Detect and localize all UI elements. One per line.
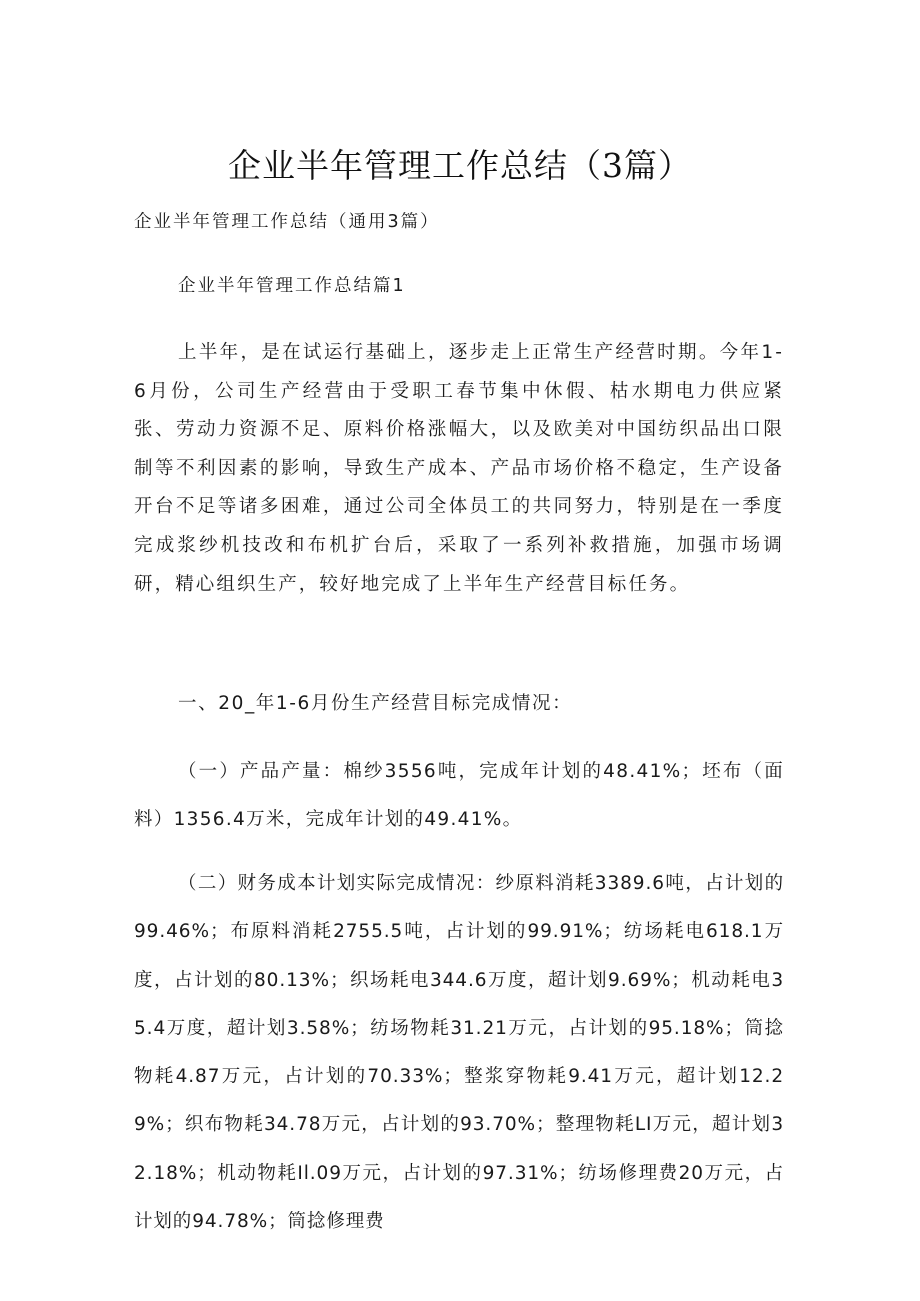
document-subtitle: 企业半年管理工作总结（通用3篇） xyxy=(134,212,440,232)
heading-production-targets: 一、20_年1-6月份生产经营目标完成情况： xyxy=(178,693,573,714)
paragraph-output: （一）产品产量：棉纱3556吨，完成年计划的48.41%；坯布（面料）1356.4万米，完成年计划的49.41%。 xyxy=(134,761,784,830)
paragraph-cost: （二）财务成本计划实际完成情况：纱原料消耗3389.6吨，占计划的99.46%；布原料消耗2755.5吨，占计划的99.91%；纺场耗电618.1万度，占计划的80.13%；织场耗电344.6万度，超计划9.69%；机动耗电35.4万度，超计划3.58%；纺场物耗31.21万元，占计划的95.18%；筒捻物耗4.87万元，占计划的70.33%；整浆穿物耗9.41万元，超计划12.29%；织布物耗34.78万元，占计划的93.70%；整理物耗LI万元，超计划32.18%；机动物耗Il.09万元，占计划的97.31%；纺场修理费20万元，占计划的94.78%；筒捻修理费 xyxy=(134,873,784,1233)
paragraph-intro: 上半年，是在试运行基础上，逐步走上正常生产经营时期。今年1-6月份，公司生产经营由于受职工春节集中休假、枯水期电力供应紧张、劳动力资源不足、原料价格涨幅大，以及欧美对中国纺织品出口限制等不利因素的影响，导致生产成本、产品市场价格不稳定，生产设备开台不足等诸多困难，通过公司全体员工的共同努力，特别是在一季度完成浆纱机技改和布机扩台后，采取了一系列补救措施，加强市场调研，精心组织生产，较好地完成了上半年生产经营目标任务。 xyxy=(134,342,784,595)
document-title: 企业半年管理工作总结（3篇） xyxy=(228,146,692,185)
section-heading: 企业半年管理工作总结篇1 xyxy=(178,276,406,296)
